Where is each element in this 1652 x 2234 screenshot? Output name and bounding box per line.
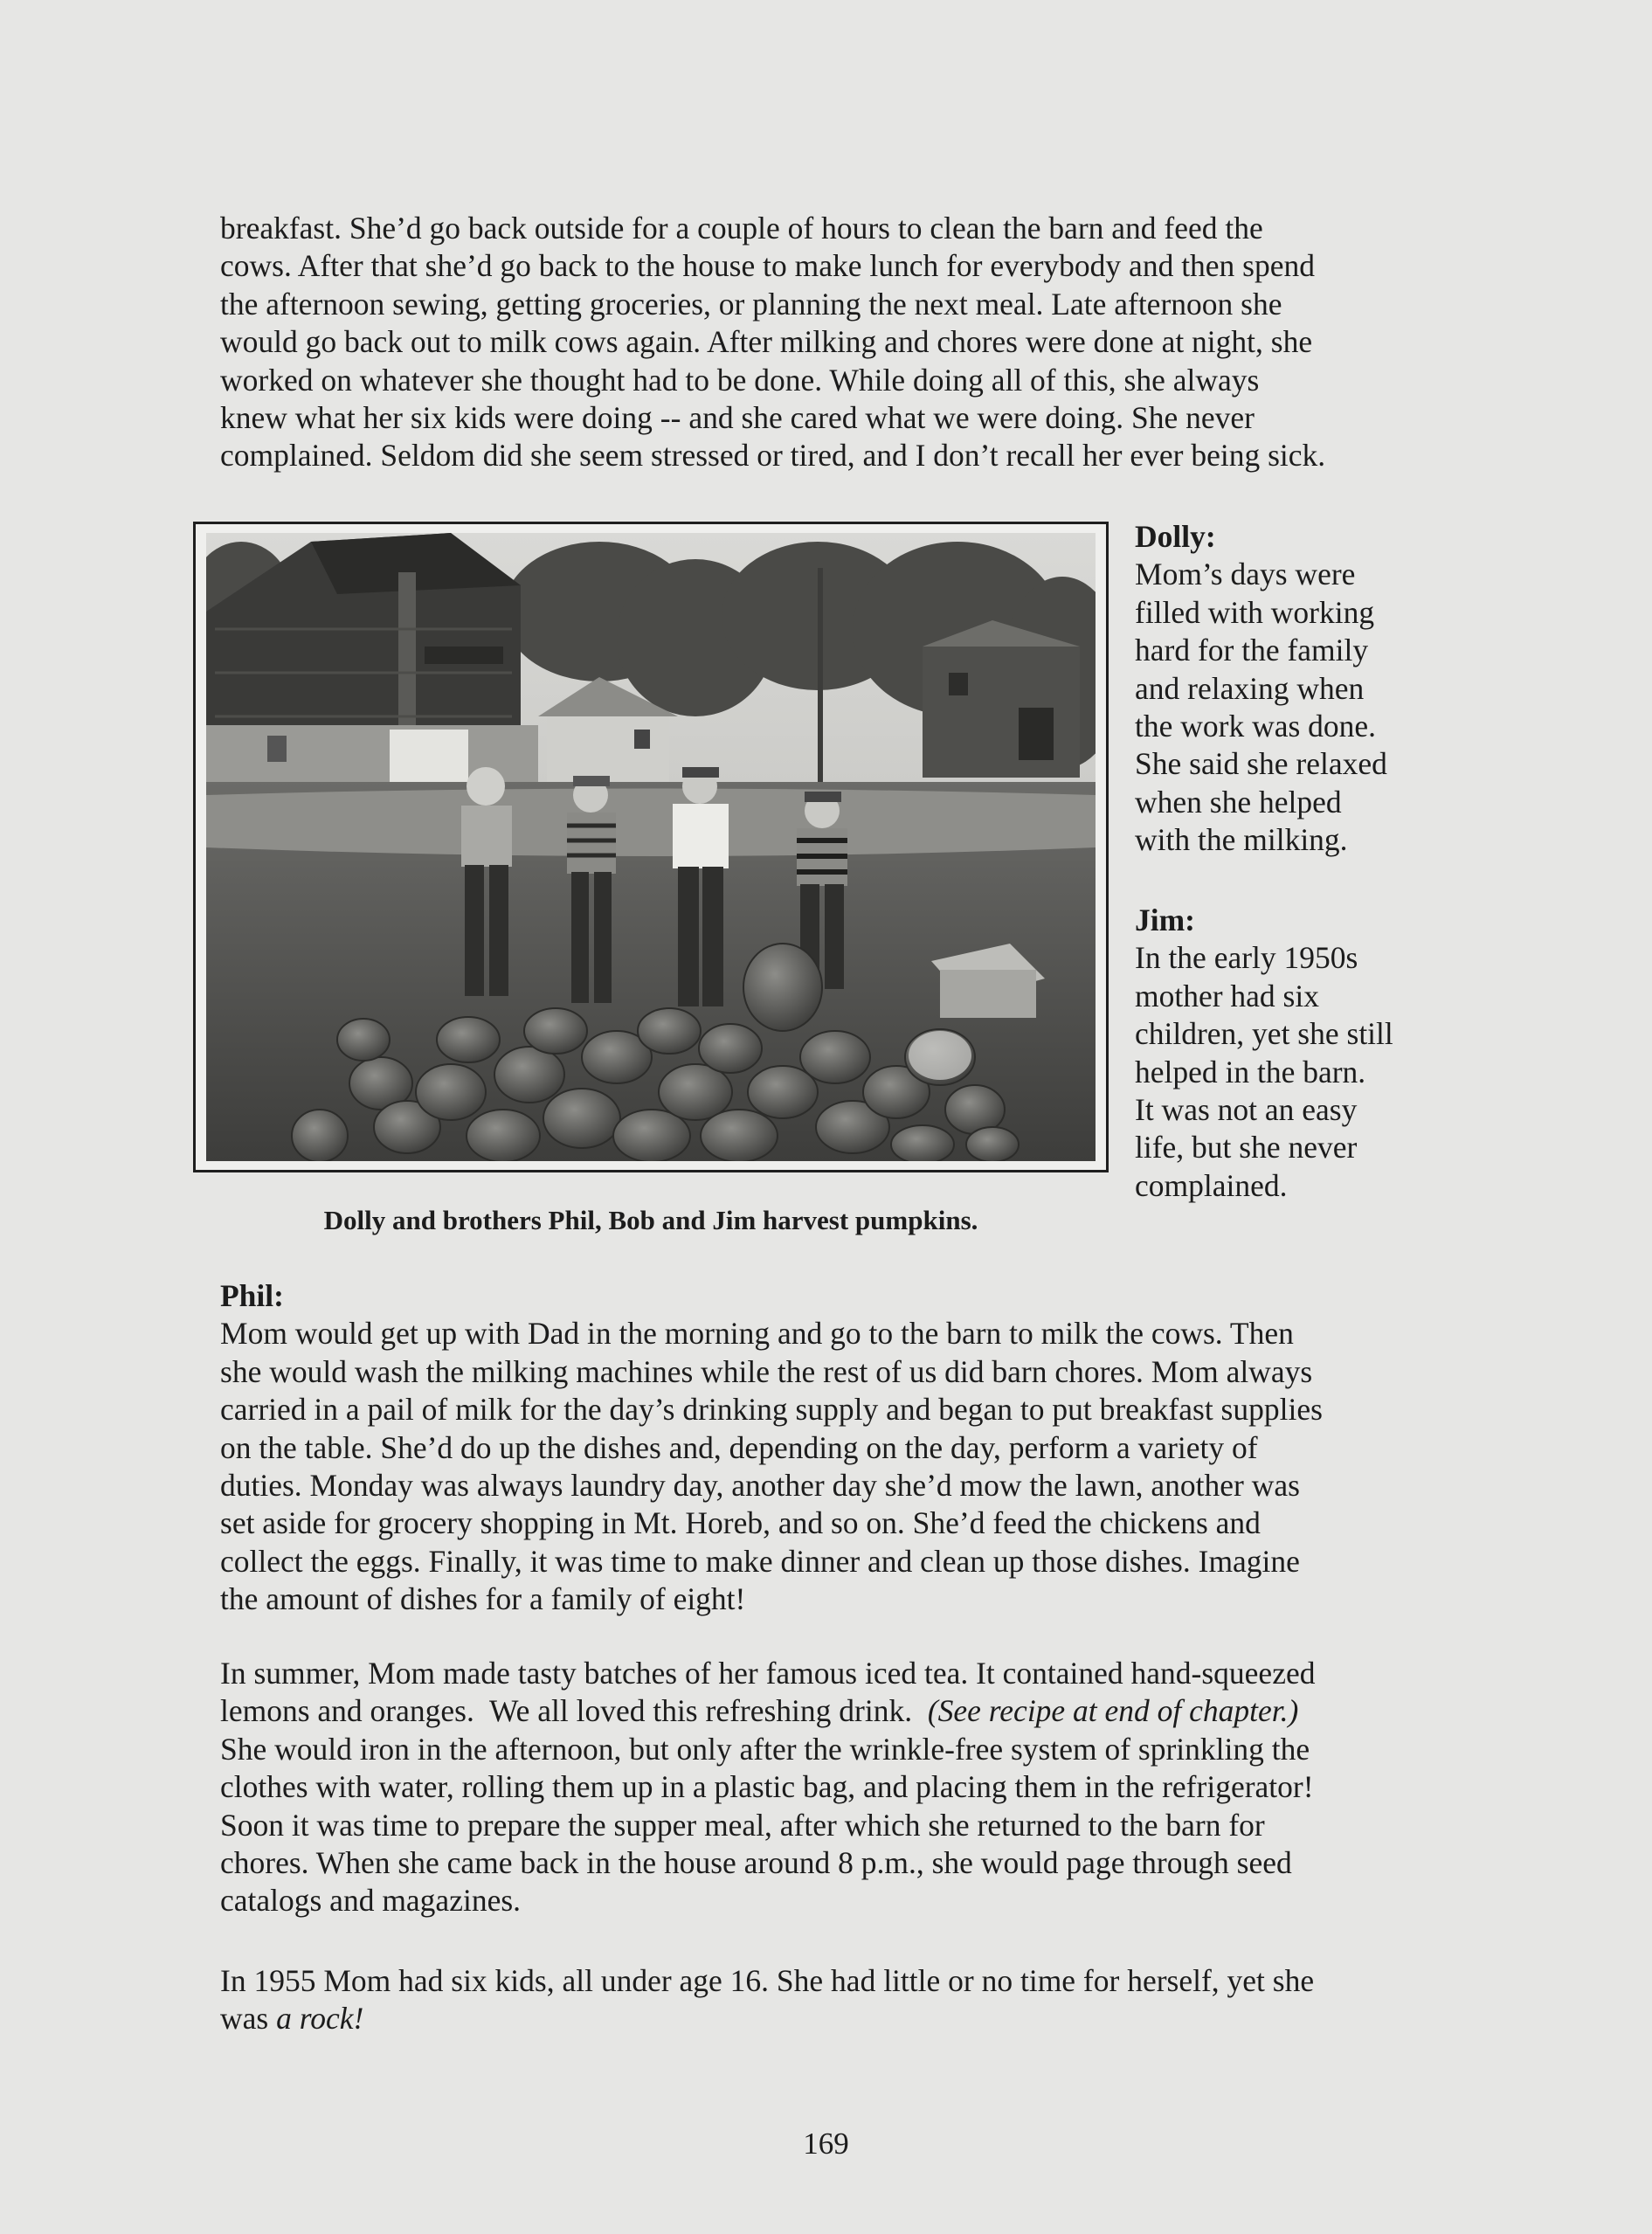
text-line: catalogs and magazines. [220,1883,522,1919]
text-line: worked on whatever she thought had to be done. While doing all of this, she always [220,362,1260,398]
text-line [220,2000,1426,2037]
text-line: life, but she never [1135,1130,1358,1165]
text-line: breakfast. She’d go back outside for a couple of hours to clean the barn and feed the [220,211,1263,246]
text-line: children, yet she still [1135,1016,1393,1052]
page-number: 169 [803,2127,849,2161]
text-line: complained. Seldom did she seem stressed or tired, and I don’t recall her ever being sick. [220,438,1326,474]
text-line: filled with working [1135,594,1375,630]
text-line: she would wash the milking machines while the rest of us did barn chores. Mom always [220,1353,1313,1389]
text-line: the amount of dishes for a family of eight! [220,1581,746,1617]
text-line: when she helped [1135,784,1342,820]
text-line: the work was done. [1135,709,1377,744]
text-line: the afternoon sewing, getting groceries, or planning the next meal. Late afternoon she [220,286,1282,322]
phil-section [220,1277,1426,1619]
text-line: helped in the barn. [1135,1054,1366,1089]
text-line: set aside for grocery shopping in Mt. Horeb, and so on. She’d feed the chickens and [220,1505,1261,1541]
pumpkin-harvest-photo [206,533,1096,1161]
text-line: In the early 1950s [1135,940,1358,976]
closing-paragraph [220,1962,1426,2038]
text-line: collect the eggs. Finally, it was time to make dinner and clean up those dishes. Imagine [220,1543,1300,1579]
text-span: lemons and oranges. We all loved this refreshing drink. [220,1693,928,1729]
sidebar-dolly [1135,518,1449,860]
text-line: cows. After that she’d go back to the house to make lunch for everybody and then spend [220,248,1316,284]
text-line: She would iron in the afternoon, but only after the wrinkle-free system of sprinkling the [220,1731,1310,1767]
text-line: clothes with water, rolling them up in a plastic bag, and placing them in the refrigerator! [220,1769,1314,1805]
recipe-note: (See recipe at end of chapter.) [927,1693,1299,1729]
text-line [220,1692,1426,1730]
speaker-name: Phil: [220,1278,284,1313]
text-line: In 1955 Mom had six kids, all under age 16. She had little or no time for herself, yet she [220,1963,1315,1998]
text-line: mother had six [1135,978,1319,1013]
text-line: Mom’s days were [1135,557,1356,592]
text-line: Mom would get up with Dad in the morning and go to the barn to milk the cows. Then [220,1316,1294,1352]
text-line: hard for the family [1135,633,1369,668]
text-line: duties. Monday was always laundry day, another day she’d mow the lawn, another was [220,1468,1300,1504]
text-line: In summer, Mom made tasty batches of her famous iced tea. It contained hand-squeezed [220,1656,1316,1691]
emphasis-text: a rock! [276,2001,364,2037]
text-line: carried in a pail of milk for the day’s drinking supply and began to put breakfast supplies [220,1392,1323,1428]
text-line: on the table. She’d do up the dishes and, depending on the day, perform a variety of [220,1429,1258,1465]
photo-caption: Dolly and brothers Phil, Bob and Jim harvest pumpkins. [323,1205,978,1235]
text-line: She said she relaxed [1135,746,1387,782]
text-line: and relaxing when [1135,670,1365,706]
text-line: It was not an easy [1135,1092,1358,1128]
text-line: knew what her six kids were doing -- and she cared what we were doing. She never [220,400,1255,436]
text-line: complained. [1135,1167,1288,1203]
text-line: would go back out to milk cows again. After milking and chores were done at night, she [220,324,1313,360]
text-line: with the milking. [1135,822,1348,858]
text-line: Soon it was time to prepare the supper meal, after which she returned to the barn for [220,1807,1265,1843]
speaker-name: Jim: [1135,903,1196,937]
sidebar-jim [1135,902,1449,1205]
top-paragraph [220,210,1426,475]
summer-paragraph [220,1655,1426,1920]
speaker-name: Dolly: [1135,519,1216,554]
text-span: was [220,2001,277,2037]
photo-frame [193,522,1109,1172]
text-line: chores. When she came back in the house around 8 p.m., she would page through seed [220,1845,1292,1881]
